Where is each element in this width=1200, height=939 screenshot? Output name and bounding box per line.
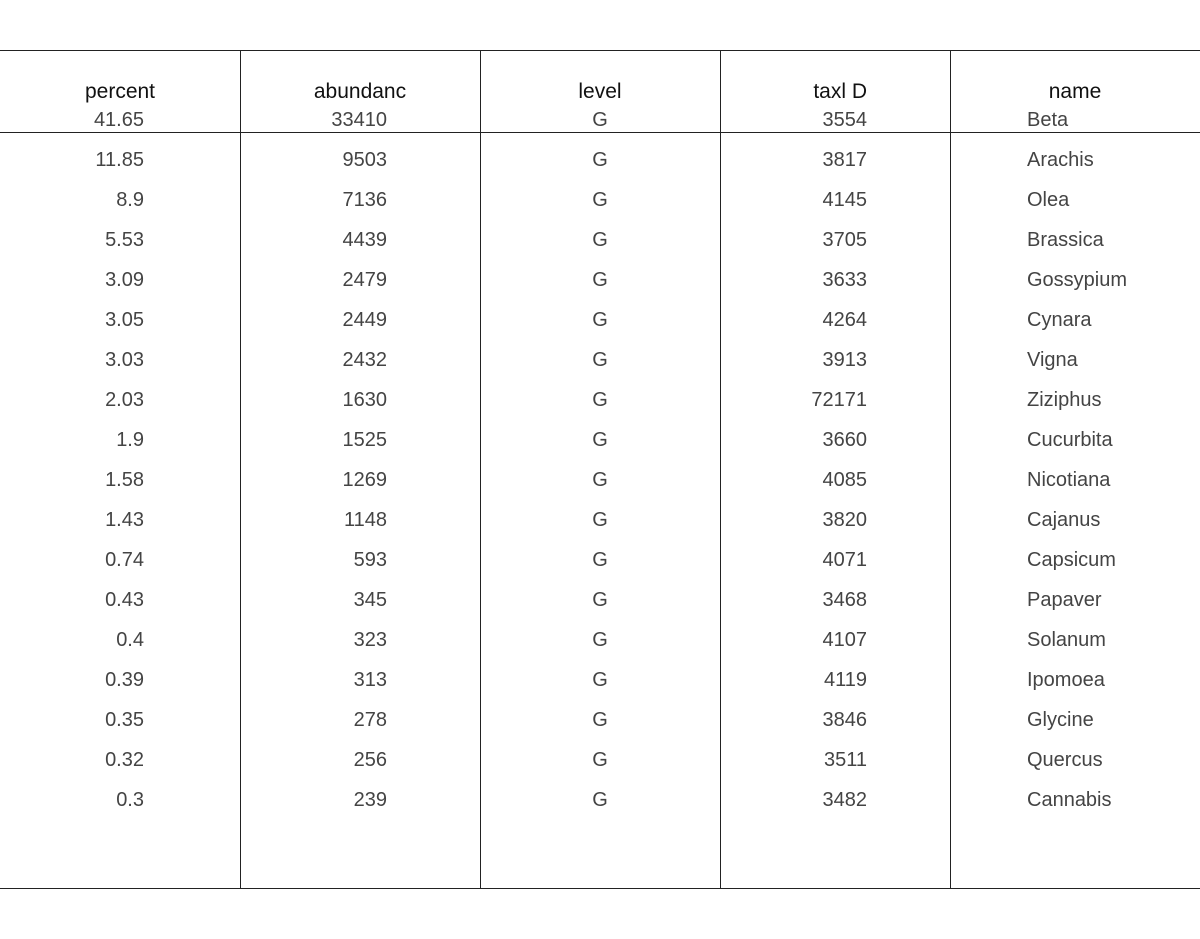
table-row	[0, 580, 1200, 620]
table-row	[0, 220, 1200, 260]
taxid-cell: 3660	[822, 429, 867, 451]
taxid-cell: 4119	[823, 669, 867, 691]
header-level: level	[578, 80, 622, 103]
level-cell: G	[592, 269, 608, 291]
abundance-cell: 2479	[342, 269, 387, 291]
name-cell: Arachis	[1027, 149, 1094, 171]
percent-cell: 1.43	[105, 509, 144, 531]
percent-cell: 0.43	[105, 589, 144, 611]
percent-cell: 3.05	[105, 309, 144, 331]
percent-cell: 0.4	[116, 629, 144, 651]
abundance-cell: 278	[353, 709, 387, 731]
taxid-cell: 3913	[822, 349, 867, 371]
name-cell: Brassica	[1027, 229, 1104, 251]
taxid-cell: 72171	[811, 389, 867, 411]
percent-cell: 3.09	[105, 269, 144, 291]
abundance-cell: 593	[353, 549, 387, 571]
abundance-cell: 1269	[342, 469, 387, 491]
name-cell: Beta	[1027, 109, 1069, 131]
percent-cell: 2.03	[105, 389, 144, 411]
percent-cell: 11.85	[95, 149, 144, 171]
table-row	[0, 260, 1200, 300]
header-name: name	[1048, 80, 1102, 103]
abundance-cell: 1525	[342, 429, 387, 451]
table-body	[0, 100, 1200, 820]
level-cell: G	[592, 629, 608, 651]
percent-cell: 0.35	[105, 709, 144, 731]
taxid-cell: 4085	[822, 469, 867, 491]
level-cell: G	[592, 349, 608, 371]
level-cell: G	[592, 469, 608, 491]
level-cell: G	[592, 149, 608, 171]
name-cell: Cannabis	[1027, 789, 1112, 811]
name-cell: Ipomoea	[1027, 669, 1105, 691]
abundance-cell: 1630	[342, 389, 387, 411]
taxid-cell: 3633	[822, 269, 867, 291]
name-cell: Cajanus	[1027, 509, 1101, 531]
level-cell: G	[592, 389, 608, 411]
name-cell: Cucurbita	[1027, 429, 1113, 451]
name-cell: Vigna	[1027, 349, 1078, 371]
taxid-cell: 3705	[822, 229, 867, 251]
level-cell: G	[592, 309, 608, 331]
table-row	[0, 460, 1200, 500]
name-cell: Glycine	[1027, 709, 1094, 731]
abundance-cell: 1148	[343, 509, 387, 531]
name-cell: Papaver	[1027, 589, 1102, 611]
level-cell: G	[592, 789, 608, 811]
percent-cell: 5.53	[105, 229, 144, 251]
table-row	[0, 540, 1200, 580]
level-cell: G	[592, 509, 608, 531]
name-cell: Nicotiana	[1027, 469, 1111, 491]
taxid-cell: 3482	[822, 789, 867, 811]
abundance-cell: 33410	[331, 109, 387, 131]
level-cell: G	[592, 669, 608, 691]
percent-cell: 8.9	[116, 189, 144, 211]
taxid-cell: 3846	[822, 709, 867, 731]
level-cell: G	[592, 749, 608, 771]
table-row	[0, 420, 1200, 460]
table-row	[0, 620, 1200, 660]
percent-cell: 1.9	[116, 429, 144, 451]
taxid-cell: 3554	[822, 109, 867, 131]
header-percent: percent	[84, 80, 156, 103]
taxid-cell: 3817	[822, 149, 867, 171]
level-cell: G	[592, 589, 608, 611]
table-row	[0, 660, 1200, 700]
taxid-cell: 4107	[822, 629, 867, 651]
percent-cell: 0.3	[116, 789, 144, 811]
abundance-cell: 345	[353, 589, 387, 611]
taxid-cell: 4264	[822, 309, 867, 331]
name-cell: Solanum	[1027, 629, 1106, 651]
percent-cell: 0.39	[105, 669, 144, 691]
name-cell: Olea	[1027, 189, 1070, 211]
name-cell: Gossypium	[1027, 269, 1128, 291]
name-cell: Cynara	[1027, 309, 1092, 331]
abundance-cell: 2432	[342, 349, 387, 371]
table-row	[0, 100, 1200, 140]
level-cell: G	[592, 229, 608, 251]
header-taxid: taxl D	[813, 80, 867, 103]
percent-cell: 41.65	[93, 109, 144, 131]
percent-cell: 0.32	[105, 749, 144, 771]
taxid-cell: 4071	[822, 549, 867, 571]
percent-cell: 3.03	[105, 349, 144, 371]
level-cell: G	[592, 429, 608, 451]
table-row	[0, 740, 1200, 780]
table-row	[0, 700, 1200, 740]
abundance-cell: 239	[353, 789, 387, 811]
name-cell: Capsicum	[1027, 549, 1116, 571]
level-cell: G	[592, 709, 608, 731]
table-row	[0, 300, 1200, 340]
name-cell: Ziziphus	[1027, 389, 1102, 411]
level-cell: G	[592, 189, 608, 211]
abundance-cell: 9503	[342, 149, 387, 171]
abundance-cell: 7136	[342, 189, 387, 211]
taxid-cell: 3468	[822, 589, 867, 611]
level-cell: G	[592, 109, 608, 131]
abundance-cell: 256	[353, 749, 387, 771]
header-abundance: abundanc	[313, 80, 407, 103]
table-row	[0, 780, 1200, 820]
taxid-cell: 3820	[822, 509, 867, 531]
abundance-cell: 323	[353, 629, 387, 651]
table-row	[0, 140, 1200, 180]
table-row	[0, 340, 1200, 380]
percent-cell: 1.58	[105, 469, 144, 491]
percent-cell: 0.74	[105, 549, 144, 571]
table-row	[0, 180, 1200, 220]
taxid-cell: 4145	[822, 189, 867, 211]
abundance-cell: 4439	[342, 229, 387, 251]
abundance-cell: 313	[353, 669, 387, 691]
taxid-cell: 3511	[823, 749, 867, 771]
abundance-cell: 2449	[342, 309, 387, 331]
name-cell: Quercus	[1027, 749, 1103, 771]
table-row	[0, 380, 1200, 420]
level-cell: G	[592, 549, 608, 571]
table-row	[0, 500, 1200, 540]
